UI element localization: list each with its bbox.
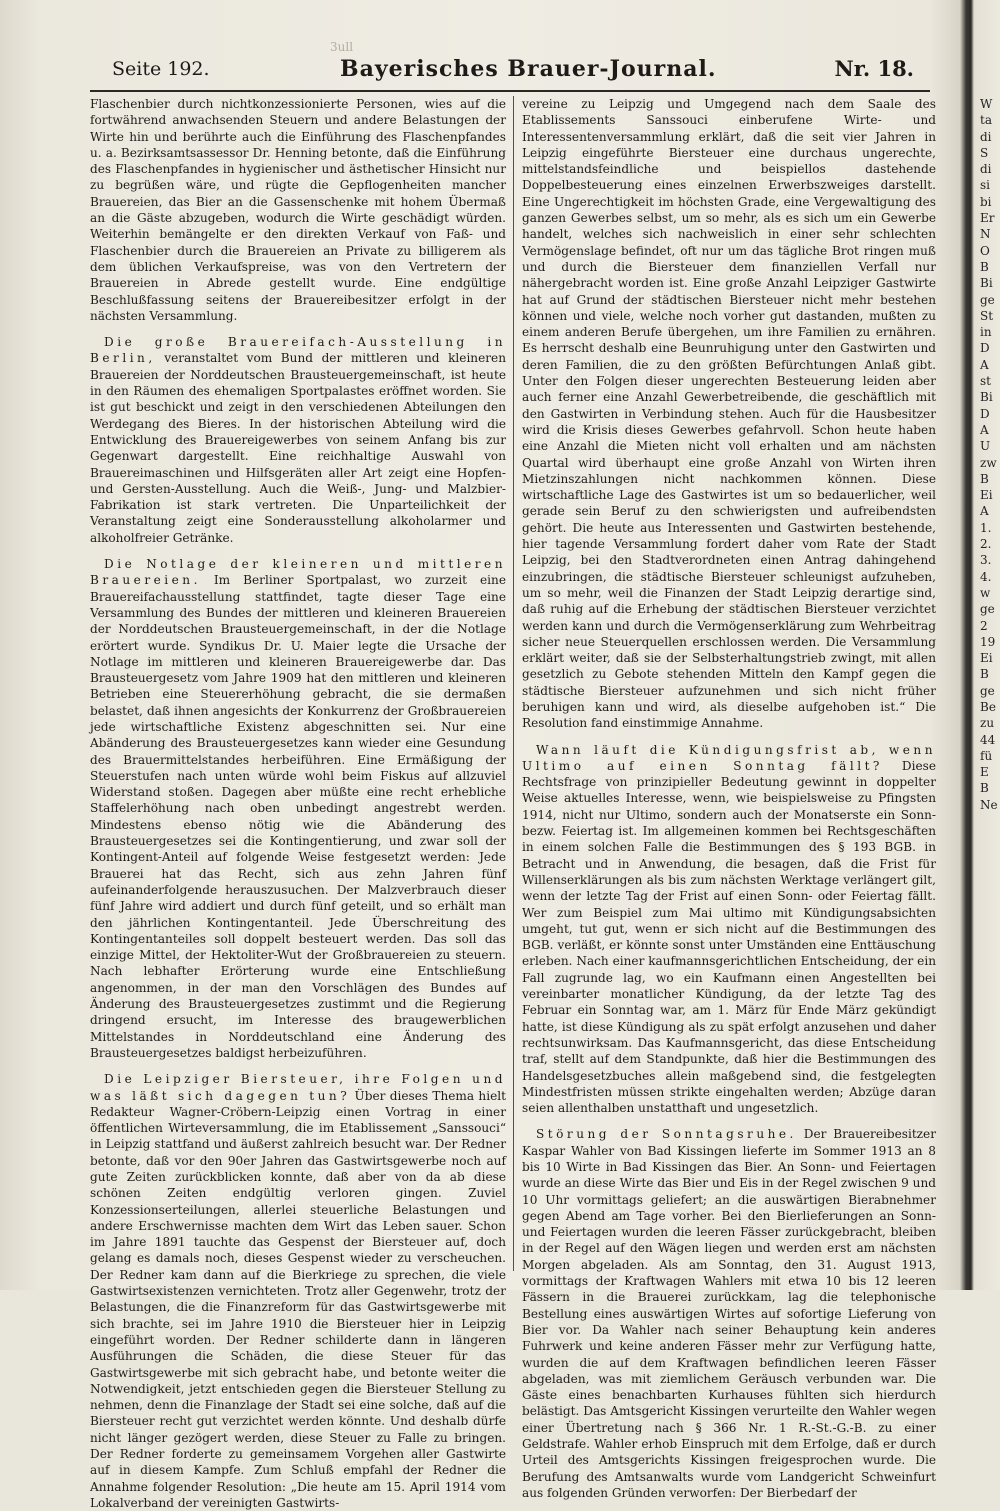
edge-fragment: Ei [980,651,993,666]
issue-number: Nr. 18. [834,56,914,81]
edge-fragment: ge [980,602,995,617]
edge-fragment: st [980,374,991,389]
edge-fragment: fü [980,748,993,763]
edge-fragment: W [980,97,993,111]
edge-fragment: Ne [980,797,998,812]
edge-fragment: Er [980,211,995,226]
article-body: Im Berliner Sportpalast, wo zurzeit eine Brauereifachausstellung stattfindet, tagte dieser Tage eine Versammlung des Bundes der mittleren und kleineren Brauereien der Norddeutschen Brausteuergemeinschaft, in der die Notlage erörtert wurde. Syndikus Dr. U. Maier legte die Ursache der Notlage im mittleren und kleineren Brauereigewerbe dar. Das Brausteuergesetz vom Jahre 1909 hat den mittleren und kleineren Betrieben eine Steuererhöhung gebracht, die sie dermaßen belastet, daß ihnen angesichts der Konkurrenz der Großbrauereien jede wirtschaftliche Existenz abgeschnitten sei. Nur eine Abänderung des Brausteuergesetzes kann wieder eine Gesundung des Brauermittelstandes herbeiführen. Eine Ermäßigung der Steuerstufen nach unten würde wohl beim Fiskus auf allzuviel Widerstand stoßen. Dagegen aber müßte eine recht erhebliche Staffelerhöhung nach oben unbedingt angestrebt werden. Mindestens ebenso nötig wie die Abänderung des Brausteuergesetzes sei die Kontingentierung, und zwar soll der Kontingent-Anteil auf folgende Weise festgesetzt werden: Jede Brauerei hat das Recht, sich aus zehn Jahren fünf aufeinanderfolgende herauszusuchen. Der Malzverbrauch dieser fünf Jahre wird addiert und durch fünf geteilt, und so erhält man den jährlichen Kontingentanteil. Jede Überschreitung des Kontingentanteiles soll doppelt besteuert werden. Das soll das einzige Mittel, der Hektoliter-Wut der Großbrauereien zu steuern. Nach lebhafter Erörterung wurde eine Entschließung angenommen, in der man den Vorschlägen des Bundes auf Änderung des Brausteuergesetzes zustimmt und die Regierung dringend ersucht, im Interesse des braugewerblichen Mittelstandes in Norddeutschland eine Änderung des Brausteuergesetzes baldigst herbeizuführen. [90,573,506,1060]
left-column [90,96,506,1510]
edge-fragment: di [980,162,992,177]
edge-fragment: w [980,585,991,600]
edge-fragment: U [980,439,991,454]
article-body: Über dieses Thema hielt Redakteur Wagner-Cröbern-Leipzig einen Vortrag in einer öffentlichen Wirteversammlung, die im Etablissement „Sanssouci“ in Leipzig stattfand und äußerst zahlreich besucht war. Der Redner betonte, daß vor den 90er Jahren das Gastwirtsgewerbe noch auf gute Zeiten zurückblicken konnte, daß aber von da ab diese schönen Zeiten endgültig verloren gingen. Zuviel Konzessionserteilungen, allerlei steuerliche Belastungen und andere Erschwernisse machten dem Wirt das Leben sauer. Schon im Jahre 1891 tauchte das Gespenst der Biersteuer auf, doch gelang es damals noch, dieses Gespenst wieder zu verscheuchen. Der Redner kam dann auf die Bierkriege zu sprechen, die viele Gastwirtsexistenzen vernichteten. Trotz aller Gegenwehr, trotz der Belastungen, die die Finanzreform für das Gastwirtsgewerbe mit sich brachte, sei im Jahre 1910 die Biersteuer hier in Leipzig eingeführt worden. Der Redner schilderte dann in längeren Ausführungen die Schäden, die diese Steuer für das Gastwirtsgewerbe mit sich gebracht habe, und betonte weiter die Notwendigkeit, jetzt entschieden gegen die Biersteuer Stellung zu nehmen, denn die Finanzlage der Stadt sei eine solche, daß auf die Biersteuer recht gut verzichtet werden könnte. Und deshalb dürfe nicht länger gezögert werden, diese Steuer zu Falle zu bringen. Der Redner forderte zu gemeinsamem Vorgehen aller Gastwirte auf in diesem Kampfe. Zum Schluß empfahl der Redner die Annahme folgender Resolution: „Die heute am 15. April 1914 vom Lokalverband der vereinigten Gastwirts- [90,1088,506,1510]
article-ausstellung [90,334,506,546]
library-stamp: 3ull [330,40,354,54]
edge-fragment: N [980,227,991,242]
edge-fragment: A [980,504,989,519]
edge-fragment: 2. [980,537,992,552]
edge-fragment: D [980,341,990,356]
edge-fragment: 4. [980,569,992,584]
page-header [90,52,930,88]
edge-fragment: si [980,178,990,193]
edge-fragment: 19 [980,634,996,649]
edge-fragment: B [980,667,989,682]
edge-fragment: A [980,357,989,372]
edge-fragment: A [980,422,989,437]
article-body: veranstaltet vom Bund der mittleren und kleineren Brauereien der Norddeutschen Brausteuergemeinschaft, ist heute in den Räumen des ehemaligen Sportpalastes eröffnet worden. Sie ist gut beschickt und zeigt in den verschiedenen Abteilungen den Werdegang des Bieres. In der historischen Abteilung wird die Entwicklung des Brauereigewerbes von seinem Anfang bis zur Gegenwart dargestellt. Eine reichhaltige Auswahl von Brauereimaschinen und Hilfsgeräten aller Art zeigt eine Hopfen- und Gersten-Ausstellung. Auch die Weiß-, Jung- und Malzbier-Fabrikation ist stark vertreten. Die Unparteilichkeit der Veranstaltung zeigt eine Sonderausstellung alkoholarmer und alkoholfreier Getränke. [90,351,506,545]
edge-fragment: 1. [980,520,992,535]
article-leipziger-biersteuer [90,1071,506,1511]
edge-fragment: in [980,325,992,340]
article-heading: Wann läuft die Kündigungsfrist ab, wenn Ultimo auf einen Sonntag fällt? [522,742,936,773]
edge-fragment: O [980,243,990,258]
edge-fragment: D [980,406,990,421]
edge-fragment: ta [980,113,992,128]
edge-fragment: B [980,471,989,486]
article-heading: Die Leipziger Biersteuer, ihre Folgen und was läßt sich dagegen tun? [90,1072,506,1103]
article-resolution: vereine zu Leipzig und Umgegend nach dem Saale des Etablissements Sanssouci einberufene Wirte- und Interessentenversammlung erklärt, daß die seit vier Jahren in Leipzig eingeführte Biersteuer eine durchaus ungerechte, mittelstandsfeindliche und beispiellos dastehende Doppelbesteuerung eines einzelnen Erwerbszweiges darstellt. Eine Ungerechtigkeit im höchsten Grade, eine Vergewaltigung des ganzen Gewerbes selbst, um so mehr, als es sich um ein Gewerbe handelt, welches sich nachweislich in einer sehr schlechten Vermögenslage befindet, oft nur um das tägliche Brot ringen muß und durch die Biersteuer dem finanziellen Verfall nur nähergebracht worden ist. Eine große Anzahl Leipziger Gastwirte hat auf Grund der städtischen Biersteuer nicht mehr bestehen können und viele, welche noch vorher gut dastanden, mußten zu einem anderen Berufe übergehen, um ihre Familien zu ernähren. Es herrscht deshalb eine Beunruhigung unter den Gastwirten und deren Familien, die zu den größten Befürchtungen Anlaß gibt. Unter den Folgen dieser ungerechten Besteuerung leiden aber auch ferner eine Anzahl Gewerbetreibende, die geschäftlich mit den Gastwirten in Verbindung stehen. Auch für die Hausbesitzer wird die Krisis dieses Gewerbes gefahrvoll. Schon heute haben eine Anzahl die Mieten nicht voll erhalten und am nächsten Quartal wird überhaupt eine große Anzahl von Wirten ihren Mietzinszahlungen nicht nachkommen können. Diese wirtschaftliche Lage des Gastwirtes ist um so bedauerlicher, weil gerade sein Beruf zu den schwierigsten und aufreibendsten gehört. Die heute aus Interessenten und Gastwirten bestehende, hier tagende Versammlung fordert daher vom Rate der Stadt Leipzig, bei den Stadtverordneten einen Antrag dahingehend einzubringen, die städtische Biersteuer schleunigst aufzuheben, um so mehr, weil die Finanzen der Stadt Leipzig derartige sind, daß ruhig auf die Erhebung der städtischen Biersteuer verzichtet werden kann und durch die Vermögenserklärung zum Wehrbeitrag sicher neue Steuerquellen erschlossen werden. Die Versammlung erklärt weiter, daß sie der Selbsterhaltungstrieb zwingt, mit allen gesetzlich zu Gebote stehenden Mitteln den Kampf gegen die städtische Biersteuer aufzunehmen und sich nicht früher beruhigen kann und wird, als dieselbe aufgehoben ist.“ Die Resolution fand einstimmige Annahme. [522,97,936,731]
edge-fragment: zu [980,716,995,731]
header-rule [90,90,930,92]
edge-fragment: 3. [980,553,992,568]
right-column [522,96,936,1500]
article-heading: Störung der Sonntagsruhe. [536,1127,797,1142]
edge-fragment: Be [980,699,996,714]
edge-fragment: S [980,145,989,160]
edge-fragment: bi [980,194,992,209]
edge-fragment: 44 [980,732,996,747]
edge-fragment: ge [980,292,995,307]
edge-fragment: ge [980,683,995,698]
page-number: Seite 192. [112,58,210,80]
article-body: Der Brauereibesitzer Kaspar Wahler von Bad Kissingen lieferte im Sommer 1913 an 8 bis 10 Wirte in Bad Kissingen das Bier. An Sonn- und Feiertagen wurde an diese Wirte das Bier und Eis in der Regel zwischen 9 und 10 Uhr vormittags geliefert; an die auswärtigen Bierabnehmer gegen Abend am Tage vorher. Bei den Bierlieferungen an Sonn- und Feiertagen wurden die leeren Fässer zurückgebracht, bleiben in der Regel auf den Wägen liegen und werden erst am nächsten Morgen abgeladen. Als am Sonntag, den 31. August 1913, vormittags der Kraftwagen Wahlers mit etwa 10 bis 12 leeren Fässern in die Brauerei zurückkam, lag die telephonische Bestellung eines auswärtigen Wirtes auf sofortige Lieferung von Bier vor. Da Wahler nach seiner Behauptung kein anderes Fuhrwerk und keine anderen Fässer mehr zur Verfügung hatte, wurden die auf dem Kraftwagen befindlichen leeren Fässer abgeladen, was mit ziemlichem Geräusch verbunden war. Die Gäste eines benachbarten Kurhauses fühlten sich hierdurch belästigt. Das Amtsgericht Kissingen verurteilte den Wahler wegen einer Übertretung nach § 366 Nr. 1 R.-St.-G.-B. zu einer Geldstrafe. Wahler erhob Einspruch mit dem Erfolge, daß er durch Urteil des Amtsgerichts Kissingen freigesprochen wurde. Die Berufung des Amtsanwalts wurde vom Landgericht Schweinfurt aus folgenden Gründen verworfen: Der Bierbedarf der [522,1127,936,1500]
edge-fragment: B [980,259,989,274]
article-sonntagsruhe [522,1126,936,1501]
journal-title: Bayerisches Brauer-Journal. [340,56,717,82]
next-page-edge [980,96,1000,1268]
edge-fragment: Bi [980,276,993,291]
edge-fragment: zw [980,455,997,470]
edge-fragment: 2 [980,618,988,633]
edge-fragment: St [980,308,994,323]
column-divider [513,96,514,1271]
article-heading: Die große Brauereifach-Ausstellung in Berlin, [90,335,506,366]
article-heading: Die Notlage der kleineren und mittleren Brauereien. [90,557,506,588]
article-flaschenbier: Flaschenbier durch nichtkonzessionierte Personen, wies auf die fortwährend anwachsenden Steuern und andere Belastungen der Wirte hin und berührte auch die Einführung des Flaschenpfandes u. a. Bezirksamtsassessor Dr. Henning betonte, daß die Einführung des Flaschenpfandes in hygienischer und ästhetischer Hinsicht nur zu begrüßen wäre, und rügte die Gepflogenheiten mancher Brauereien, das Bier an die Gassenschenke mit hohem Übermaß an die Gäste abzugeben, wodurch die Wirte geschädigt würden. Weiterhin bemängelte er den direkten Verkauf von Faß- und Flaschenbier durch die Brauereien an Private zu billigerem als dem üblichen Verkaufspreise, was von den Vertretern der Brauereien in Abrede gestellt wurde. Eine endgültige Beschlußfassung seitens der Brauereibesitzer erfolgt in der nächsten Versammlung. [90,97,506,323]
edge-fragment: Bi [980,390,993,405]
edge-fragment: di [980,129,992,144]
article-notlage [90,556,506,1061]
edge-fragment: B [980,781,989,796]
edge-fragment: E [980,765,989,780]
article-body: Diese Rechtsfrage von prinzipieller Bedeutung gewinnt in doppelter Weise aktuelles Interesse, wenn, wie beispielsweise zu Pfingsten 1914, nicht nur Ultimo, sondern auch der Monatserste ein Sonn- bezw. Feiertag ist. Im allgemeinen kommen bei Rechtsgeschäften in einem solchen Falle die Bestimmungen des § 193 BGB. in Betracht und in Anwendung, die besagen, daß die Frist für Willenserklärungen als bis zum nächsten Werktage verlängert gilt, wenn der letzte Tag der Frist auf einen Sonn- oder Feiertag fällt. Wer zum Beispiel zum Mai ultimo mit Kündigungsabsichten umgeht, tut gut, wenn er sich nicht auf die Bestimmungen des BGB. verläßt, er könnte sonst unter Umständen eine Enttäuschung erleben. Nach einer kaufmannsgerichtlichen Entscheidung, der ein Fall zugrunde lag, wo ein Kaufmann einen Angestellten bei vereinbarter monatlicher Kündigung, da der letzte Tag des Februar ein Sonntag war, am 1. März für Ende März gekündigt hatte, ist diese Kündigung als zu spät erfolgt anzusehen und daher rechtsunwirksam. Das Kaufmannsgericht, das diese Entscheidung traf, stellt auf dem Standpunkte, daß hier die Bestimmungen des Handelsgesetzbuches allein maßgebend sind, die festgelegten Mindestfristen müssen strikte eingehalten werden; Abzüge daran seien allenthalben unstatthaft und ungesetzlich. [522,758,936,1116]
article-kuendigungsfrist [522,742,936,1117]
edge-fragment: Ei [980,488,993,503]
